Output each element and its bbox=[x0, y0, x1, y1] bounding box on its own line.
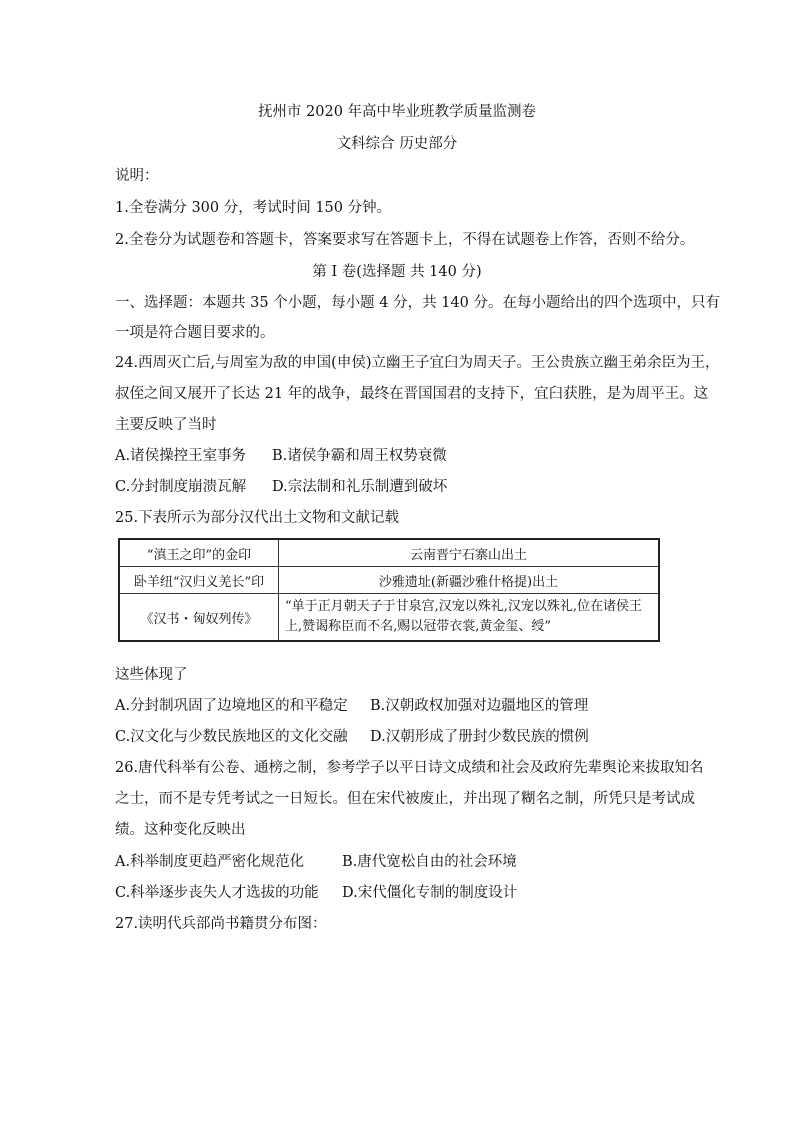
q25-option-c[interactable]: C.汉文化与少数民族地区的文化交融 bbox=[115, 729, 348, 745]
q26-stem-line: 26.唐代科举有公卷、通榜之制，参考学子以平日诗文成绩和社会及政府先辈舆论来拔取知名 bbox=[115, 760, 704, 776]
q24-option-b[interactable]: B.诸侯争霸和周王权势衰微 bbox=[272, 448, 447, 464]
q26-stem-line: 绩。这种变化反映出 bbox=[115, 822, 246, 838]
exam-subtitle: 文科综合 历史部分 bbox=[336, 136, 458, 152]
q25-option-d[interactable]: D.汉朝形成了册封少数民族的惯例 bbox=[370, 729, 589, 745]
table-row bbox=[119, 567, 659, 594]
q24-stem-line: 主要反映了当时 bbox=[115, 417, 217, 433]
q26-option-c[interactable]: C.科举逐步丧失人才选拔的功能 bbox=[115, 885, 319, 901]
table-cell: 卧羊纽“汉归义羌长”印 bbox=[119, 567, 279, 594]
q24-option-c[interactable]: C.分封制度崩溃瓦解 bbox=[115, 479, 247, 495]
table-row bbox=[119, 539, 659, 567]
table-cell: 云南晋宁石寨山出土 bbox=[279, 539, 660, 567]
q25-option-a[interactable]: A.分封制巩固了边境地区的和平稳定 bbox=[115, 698, 348, 714]
section-intro-line: 一项是符合题目要求的。 bbox=[115, 325, 275, 341]
q24-option-d[interactable]: D.宗法制和礼乐制遭到破坏 bbox=[272, 479, 448, 495]
table-cell: 沙雅遗址(新疆沙雅什格提)出土 bbox=[279, 567, 660, 594]
q26-option-d[interactable]: D.宋代僵化专制的制度设计 bbox=[342, 885, 518, 901]
q26-stem-line: 之士，而不是专凭考试之一日短长。但在宋代被废止，并出现了糊名之制，所凭只是考试成 bbox=[115, 791, 695, 807]
instruction-item: 1.全卷满分 300 分，考试时间 150 分钟。 bbox=[115, 200, 392, 216]
section-title: 第 I 卷(选择题 共 140 分) bbox=[312, 264, 482, 280]
q24-stem-line: 24.西周灭亡后,与周室为敌的申国(申侯)立幽王子宜臼为周天子。王公贵族立幽王弟余臣为王， bbox=[115, 355, 720, 371]
instructions-heading: 说明： bbox=[115, 168, 159, 184]
table-cell: “滇王之印”的金印 bbox=[119, 539, 279, 567]
q25-table bbox=[118, 538, 660, 642]
q24-option-a[interactable]: A.诸侯操控王室事务 bbox=[115, 448, 247, 464]
q25-after-text: 这些体现了 bbox=[115, 667, 188, 683]
q25-stem-line: 25.下表所示为部分汉代出土文物和文献记载 bbox=[115, 510, 400, 526]
table-row bbox=[119, 594, 659, 642]
q26-option-a[interactable]: A.科举制度更趋严密化规范化 bbox=[115, 854, 305, 870]
section-intro-line: 一、选择题：本题共 35 个小题，每小题 4 分，共 140 分。在每小题给出的四个选项中，只有 bbox=[115, 295, 721, 311]
q24-stem-line: 叔侄之间又展开了长达 21 年的战争，最终在晋国国君的支持下，宜臼获胜，是为周平王。这 bbox=[115, 386, 709, 402]
instruction-item: 2.全卷分为试题卷和答题卡，答案要求写在答题卡上，不得在试题卷上作答，否则不给分。 bbox=[115, 232, 695, 248]
table-cell: 《汉书・匈奴列传》 bbox=[119, 594, 279, 642]
q27-stem-line: 27.读明代兵部尚书籍贯分布图： bbox=[115, 916, 327, 932]
q25-option-b[interactable]: B.汉朝政权加强对边疆地区的管理 bbox=[370, 698, 589, 714]
exam-title: 抚州市 2020 年高中毕业班教学质量监测卷 bbox=[257, 104, 537, 120]
q26-option-b[interactable]: B.唐代宽松自由的社会环境 bbox=[342, 854, 517, 870]
table-cell: “单于正月朝天子于甘泉宫,汉宠以殊礼,汉宠以殊礼,位在诸侯王上,赞谒称臣而不名,赐以冠带衣裳,黄金玺、绶” bbox=[279, 594, 660, 642]
